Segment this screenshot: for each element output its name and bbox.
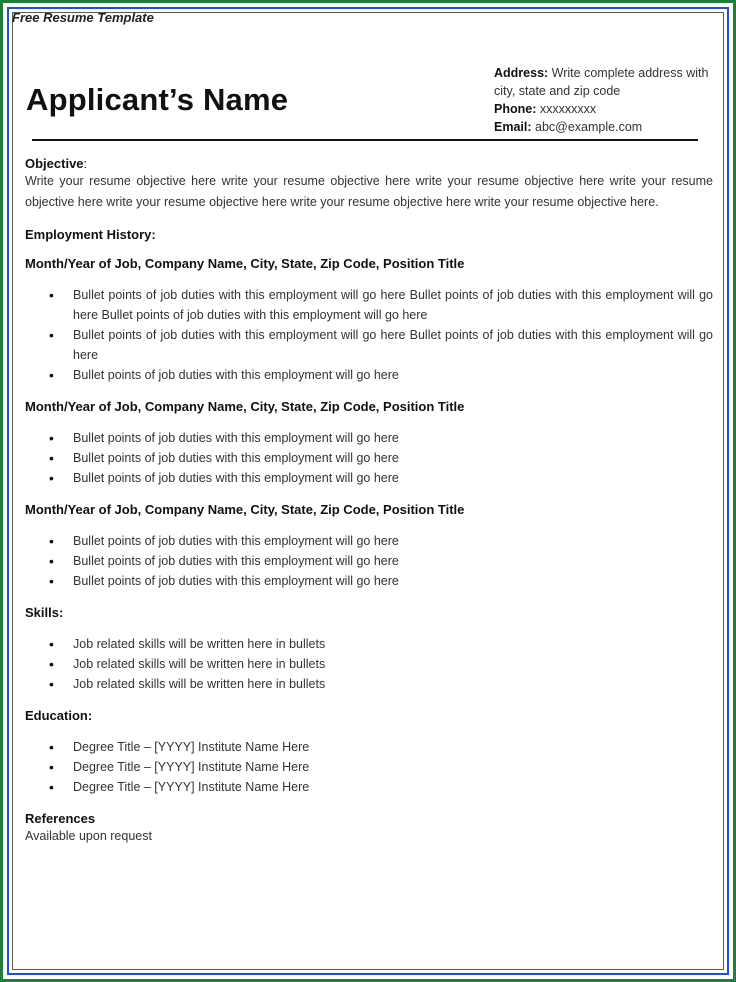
list-item: • Bullet points of job duties with this employment will go here: [25, 551, 713, 571]
education-heading: Education:: [25, 708, 93, 723]
education-list: [25, 737, 713, 797]
list-item: • Bullet points of job duties with this employment will go here Bullet points of job duties with this employment will go here: [25, 325, 713, 365]
references-heading: References: [25, 811, 96, 826]
address-value: Write complete address with city, state and zip code: [494, 66, 709, 98]
skills-heading: Skills:: [25, 605, 64, 620]
phone-value: xxxxxxxxx: [539, 102, 597, 116]
list-item: • Bullet points of job duties with this employment will go here: [25, 468, 713, 488]
objective-text: Write your resume objective here write your resume objective here write your resume objective here write your resume objective here write your resume objective here write your resume objective here write your resume objective here.: [25, 174, 713, 209]
list-item: • Degree Title – [YYYY] Institute Name Here: [25, 757, 713, 777]
list-item: • Job related skills will be written here in bullets: [25, 674, 713, 694]
list-item: • Bullet points of job duties with this employment will go here: [25, 571, 713, 591]
list-item: • Job related skills will be written here in bullets: [25, 634, 713, 654]
list-item: • Bullet points of job duties with this employment will go here: [25, 448, 713, 468]
email-line: [494, 118, 714, 136]
job-duties-2: [25, 428, 713, 488]
template-tag: Free Resume Template: [12, 10, 154, 25]
phone-label: Phone:: [494, 102, 537, 116]
list-item: • Job related skills will be written here in bullets: [25, 654, 713, 674]
list-item: • Degree Title – [YYYY] Institute Name Here: [25, 777, 713, 797]
phone-line: [494, 100, 714, 118]
email-value: abc@example.com: [535, 120, 643, 134]
address-line: [494, 64, 714, 100]
address-label: Address:: [494, 66, 549, 80]
list-item: • Bullet points of job duties with this employment will go here Bullet points of job duties with this employment will go here Bullet points of job duties with this employment will go here: [25, 285, 713, 325]
job-title-1: Month/Year of Job, Company Name, City, State, Zip Code, Position Title: [25, 256, 465, 271]
contact-block: [494, 64, 714, 136]
job-title-2: Month/Year of Job, Company Name, City, State, Zip Code, Position Title: [25, 399, 465, 414]
employment-heading: Employment History:: [25, 227, 156, 242]
email-label: Email:: [494, 120, 532, 134]
job-duties-3: [25, 531, 713, 591]
references-text: Available upon request: [25, 829, 152, 843]
list-item: • Degree Title – [YYYY] Institute Name Here: [25, 737, 713, 757]
applicant-name: Applicant’s Name: [26, 82, 289, 117]
header-divider: [32, 139, 698, 141]
resume-content: [25, 156, 713, 847]
skills-list: [25, 634, 713, 694]
list-item: • Bullet points of job duties with this employment will go here: [25, 428, 713, 448]
objective-heading: [25, 156, 713, 171]
job-duties-1: [25, 285, 713, 385]
objective-heading-text: Objective: [25, 156, 84, 171]
list-item: • Bullet points of job duties with this employment will go here: [25, 531, 713, 551]
objective-heading-colon: :: [83, 156, 88, 171]
job-title-3: Month/Year of Job, Company Name, City, State, Zip Code, Position Title: [25, 502, 465, 517]
list-item: • Bullet points of job duties with this employment will go here: [25, 365, 713, 385]
